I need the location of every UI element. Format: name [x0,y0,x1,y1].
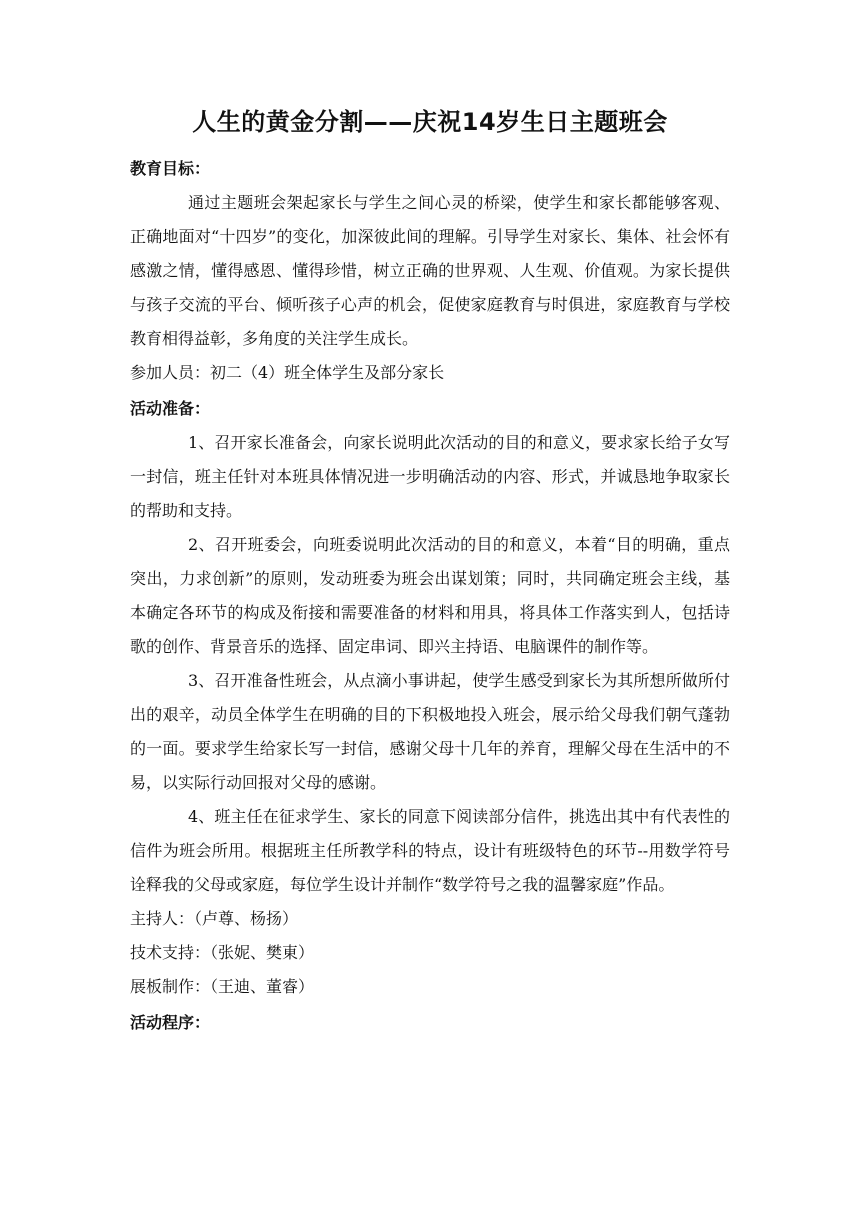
tech-support-line: 技术支持：（张妮、樊東） [130,943,315,962]
prep-heading: 活动准备： [130,399,211,418]
participants-line: 参加人员：初二（4）班全体学生及部分家长 [130,363,445,382]
goal-heading: 教育目标： [130,159,211,178]
board-making-line: 展板制作：（王迪、董睿） [130,977,315,996]
prep-item-3: 3、召开准备性班会，从点滴小事讲起，使学生感受到家长为其所想所做所付出的艰辛，动员全体学生在明确的目的下积极地投入班会，展示给父母我们朝气蓬勃的一面。要求学生给家长写一封信，感谢父母十几年的养育，理解父母在生活中的不易，以实际行动回报对父母的感谢。 [130,671,730,792]
goal-paragraph: 通过主题班会架起家长与学生之间心灵的桥梁，使学生和家长都能够客观、正确地面对“十四岁”的变化，加深彼此间的理解。引导学生对家长、集体、社会怀有感激之情，懂得感恩、懂得珍惜，树立正确的世界观、人生观、价值观。为家长提供与孩子交流的平台、倾听孩子心声的机会，促使家庭教育与时俱进，家庭教育与学校教育相得益彰，多角度的关注学生成长。 [130,193,730,348]
prep-item-1: 1、召开家长准备会，向家长说明此次活动的目的和意义，要求家长给子女写一封信，班主任针对本班具体情况进一步明确活动的内容、形式，并诚恳地争取家长的帮助和支持。 [130,433,730,520]
prep-item-2: 2、召开班委会，向班委说明此次活动的目的和意义，本着“目的明确，重点突出，力求创新”的原则，发动班委为班会出谋划策；同时，共同确定班会主线，基本确定各环节的构成及衔接和需要准备的材料和用具，将具体工作落实到人，包括诗歌的创作、背景音乐的选择、固定串词、即兴主持语、电脑课件的制作等。 [130,535,730,656]
document-body [130,150,730,1040]
prep-item-4: 4、班主任在征求学生、家长的同意下阅读部分信件，挑选出其中有代表性的信件为班会所用。根据班主任所教学科的特点，设计有班级特色的环节--用数学符号诠释我的父母或家庭，每位学生设计并制作“数学符号之我的温馨家庭”作品。 [130,807,730,894]
program-heading: 活动程序： [130,1013,211,1032]
document-title: 人生的黄金分割——庆祝14岁生日主题班会 [192,108,668,136]
host-line: 主持人：（卢尊、杨扬） [130,909,299,928]
